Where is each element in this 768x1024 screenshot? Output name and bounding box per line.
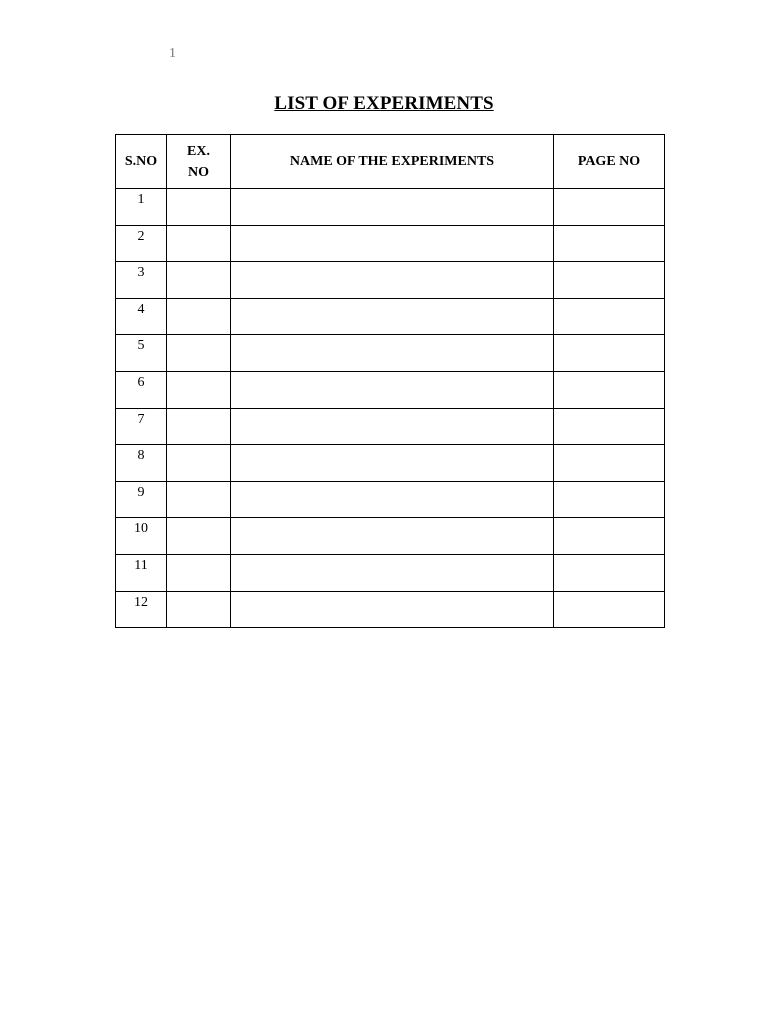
exno-cell bbox=[167, 408, 231, 445]
name-cell bbox=[231, 591, 554, 628]
name-cell bbox=[231, 481, 554, 518]
exno-cell bbox=[167, 445, 231, 482]
sno-cell: 10 bbox=[116, 518, 167, 555]
table-row bbox=[116, 445, 665, 482]
header-exno-label: EX. NO bbox=[187, 143, 210, 180]
exno-cell bbox=[167, 335, 231, 372]
exno-cell bbox=[167, 189, 231, 226]
sno-cell: 6 bbox=[116, 371, 167, 408]
page-cell bbox=[554, 481, 665, 518]
page-cell bbox=[554, 591, 665, 628]
table-row bbox=[116, 371, 665, 408]
table-row bbox=[116, 298, 665, 335]
sno-cell: 11 bbox=[116, 554, 167, 591]
sno-cell: 3 bbox=[116, 262, 167, 299]
table-row bbox=[116, 262, 665, 299]
name-cell bbox=[231, 445, 554, 482]
header-exno bbox=[167, 135, 231, 189]
header-sno bbox=[116, 135, 167, 189]
name-cell bbox=[231, 408, 554, 445]
page-cell bbox=[554, 445, 665, 482]
table-row bbox=[116, 225, 665, 262]
name-cell bbox=[231, 371, 554, 408]
sno-cell: 9 bbox=[116, 481, 167, 518]
name-cell bbox=[231, 225, 554, 262]
exno-cell bbox=[167, 591, 231, 628]
name-cell bbox=[231, 189, 554, 226]
header-name bbox=[231, 135, 554, 189]
exno-cell bbox=[167, 518, 231, 555]
exno-cell bbox=[167, 262, 231, 299]
page-title: LIST OF EXPERIMENTS bbox=[274, 93, 494, 114]
page-number: 1 bbox=[169, 46, 176, 61]
page-cell bbox=[554, 335, 665, 372]
experiments-table bbox=[115, 134, 665, 628]
name-cell bbox=[231, 262, 554, 299]
sno-cell: 2 bbox=[116, 225, 167, 262]
exno-cell bbox=[167, 554, 231, 591]
exno-cell bbox=[167, 225, 231, 262]
name-cell bbox=[231, 298, 554, 335]
sno-cell: 4 bbox=[116, 298, 167, 335]
table-row bbox=[116, 189, 665, 226]
table-row bbox=[116, 554, 665, 591]
table-row bbox=[116, 591, 665, 628]
page-cell bbox=[554, 554, 665, 591]
header-sno-label: S.NO bbox=[124, 154, 158, 169]
exno-cell bbox=[167, 481, 231, 518]
sno-cell: 5 bbox=[116, 335, 167, 372]
exno-cell bbox=[167, 371, 231, 408]
table-row bbox=[116, 408, 665, 445]
sno-cell: 1 bbox=[116, 189, 167, 226]
page-cell bbox=[554, 518, 665, 555]
page-cell bbox=[554, 408, 665, 445]
exno-cell bbox=[167, 298, 231, 335]
page-cell bbox=[554, 189, 665, 226]
name-cell bbox=[231, 335, 554, 372]
page-cell bbox=[554, 298, 665, 335]
page-cell bbox=[554, 225, 665, 262]
header-name-label: NAME OF THE EXPERIMENTS bbox=[289, 154, 495, 169]
page-cell bbox=[554, 371, 665, 408]
header-page-label: PAGE NO bbox=[577, 154, 641, 169]
header-page bbox=[554, 135, 665, 189]
table-row bbox=[116, 481, 665, 518]
table-header-row bbox=[116, 135, 665, 189]
name-cell bbox=[231, 554, 554, 591]
table-row bbox=[116, 518, 665, 555]
sno-cell: 8 bbox=[116, 445, 167, 482]
sno-cell: 12 bbox=[116, 591, 167, 628]
table-row bbox=[116, 335, 665, 372]
sno-cell: 7 bbox=[116, 408, 167, 445]
page-cell bbox=[554, 262, 665, 299]
name-cell bbox=[231, 518, 554, 555]
